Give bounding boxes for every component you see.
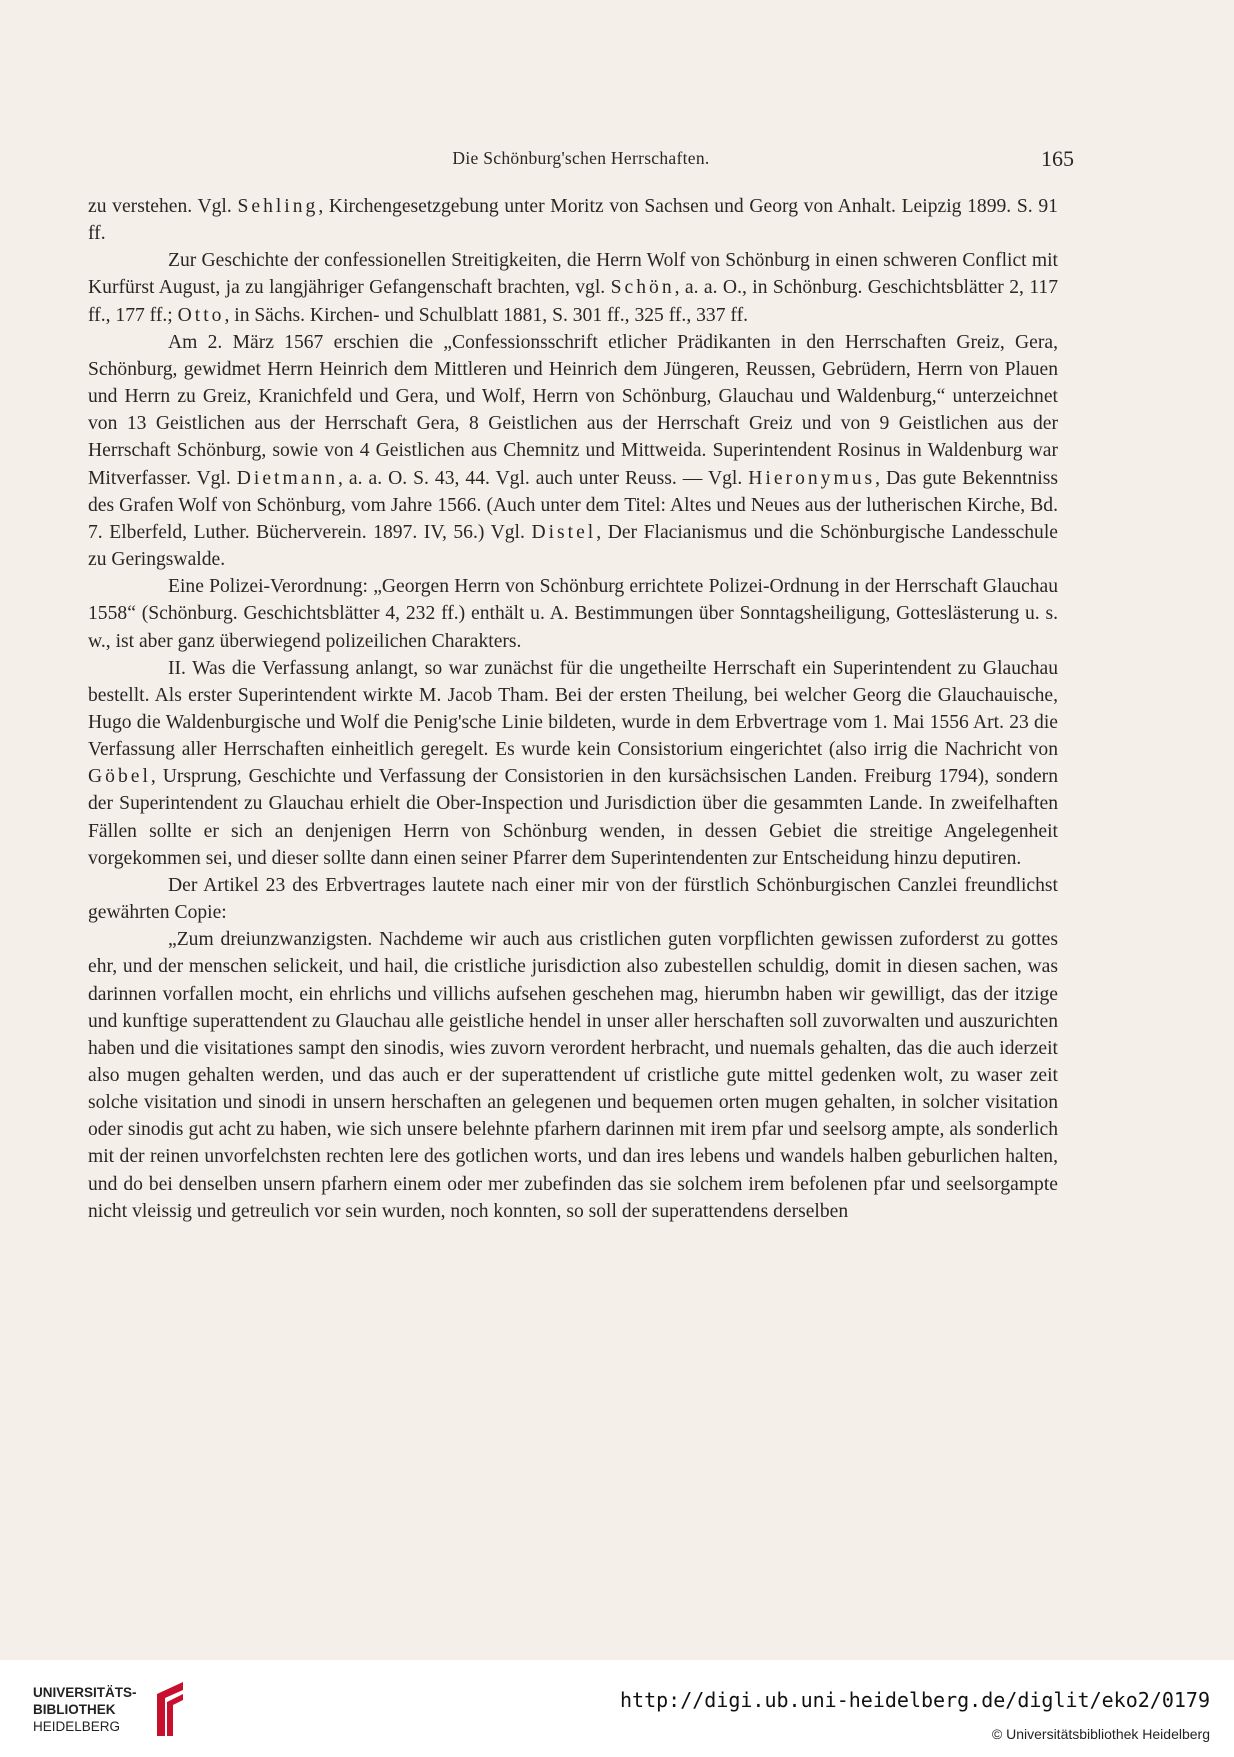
body-text xyxy=(88,193,1058,1225)
paragraph-7-quote: „Zum dreiunzwanzigsten. Nachdeme wir auch aus cristlichen guten vorpflichten gewissen zuforderst zu gottes ehr, und der menschen selickeit, und hail, die cristliche jurisdiction also zubestellen schuldig, domit in diesen sachen, was darinnen vorfallen mocht, ein ehrlichs und villichs aufsehen geschehen mag, hierumbn haben wir gewilligt, das der itzige und kunftige superattendent zu Glauchau alle geistliche hendel in unser aller herschaften soll zuvorwalten und auszurichten haben und die visitationes sampt den sinodis, wies zuvorn verordent herbracht, und nuemals gehalten, das die auch iderzeit also mugen gehalten werden, und das auch er der superattendent uf cristliche gute mittel gedenken wolt, zu waser zeit solche visitation und sinodi in unsern herschaften an gelegenen und bequemen orten mugen gehalten, in solcher visitation oder sinodis gut acht zu haben, wie sich unsere belehnte pfarhern darinnen mit irem pfar und seelsorg ampte, als sonderlich mit der reinen unvorfelchsten rechten lere des gotlichen worts, und dan ires lebens und wandels halben geburlichen halten, und do bei denselben unsern pfarhern einem oder mer zubefinden das sie solchem irem befolenen pfar und seelsorgampte nicht vleissig und getreulich vor sein wurden, noch konnten, so soll der superattendens derselben xyxy=(88,929,1058,1222)
paragraph-4: Eine Polizei-Verordnung: „Georgen Herrn von Schönburg errichtete Polizei-Ordnung in der Herrschaft Glauchau 1558“ (Schönburg. Geschichtsblätter 4, 232 ff.) enthält u. A. Bestimmungen über Sonntagsheiligung, Gotteslästerung u. s. w., ist aber ganz überwiegend polizeilichen Charakters. xyxy=(88,576,1058,652)
text-run: Zur Geschichte der confessionellen Streitigkeiten, die Herrn Wolf von Schönburg in einen schweren Conflict mit Kurfürst August, ja zu langjähriger Gefangenschaft brachten, vgl. xyxy=(88,250,1058,299)
logo-line-2: BIBLIOTHEK xyxy=(33,1702,116,1717)
paragraph-2 xyxy=(88,247,1058,328)
running-title: Die Schönburg'schen Herrschaften. xyxy=(452,148,710,168)
paragraph-6: Der Artikel 23 des Erbvertrages lautete nach einer mir von der fürstlich Schönburgischen Canzlei freundlichst gewährten Copie: xyxy=(88,874,1058,924)
author-name: Dietmann xyxy=(236,467,339,489)
text-run: , a. a. O., in Schönburg. Geschichtsblätter 2, 117 ff., 177 ff.; xyxy=(88,277,1058,326)
paragraph-5 xyxy=(88,655,1058,872)
text-run: zu verstehen. Vgl. xyxy=(88,196,238,217)
paragraph-1 xyxy=(88,193,1058,247)
text-run: , Das gute Bekenntniss des Grafen Wolf von Schönburg, vom Jahre 1566. (Auch unter dem Titel: Altes und Neues aus der lutherischen Kirche, Bd. 7. Elberfeld, Luther. Bücherverein. 1897. IV, 56.) Vgl. xyxy=(88,467,1058,543)
running-head xyxy=(88,148,1074,174)
library-footer xyxy=(0,1660,1234,1757)
text-run: , in Sächs. Kirchen- und Schulblatt 1881, S. 301 ff., 325 ff., 337 ff. xyxy=(224,304,749,326)
text-run: , Ursprung, Geschichte und Verfassung der Consistorien in den kursächsischen Landen. Freiburg 1794), sondern der Superintendent zu Glauchau erhielt die Ober-Inspection und Jurisdiction über die gesammten Lande. In zweifelhaften Fällen sollte er sich an denjenigen Herrn von Schönburg wenden, in dessen Gebiet die streitige Angelegenheit vorgekommen sei, und dieser sollte dann einen seiner Pfarrer dem Superintendenten zur Entscheidung hinzu deputiren. xyxy=(88,766,1058,869)
text-run: , Kirchengesetzgebung unter Moritz von Sachsen und Georg von Anhalt. Leipzig 1899. S. 91 ff. xyxy=(88,196,1058,245)
author-name: Göbel xyxy=(88,766,151,788)
library-emblem-icon xyxy=(153,1680,187,1738)
logo-text xyxy=(33,1684,143,1735)
logo-line-1: UNIVERSITÄTS- xyxy=(33,1685,137,1700)
footer-copyright: © Universitätsbibliothek Heidelberg xyxy=(991,1726,1210,1742)
text-run: II. Was die Verfassung anlangt, so war zunächst für die ungetheilte Herrschaft ein Superintendent zu Glauchau bestellt. Als erster Superintendent wirkte M. Jacob Tham. Bei der ersten Theilung, bei welcher Georg die Glauchauische, Hugo die Waldenburgische und Wolf die Penig'sche Linie bildeten, wurde in dem Erbvertrage vom 1. Mai 1556 Art. 23 die Verfassung aller Herrschaften einheitlich geregelt. Es wurde kein Consistorium eingerichtet (also irrig die Nachricht von xyxy=(88,657,1058,761)
author-name: Sehling xyxy=(237,196,319,217)
text-run: , Der Flacianismus und die Schönburgische Landesschule zu Geringswalde. xyxy=(88,521,1058,571)
author-name: Hieronymus xyxy=(748,467,876,489)
author-name: Schön xyxy=(610,277,675,299)
author-name: Distel xyxy=(531,521,597,543)
paragraph-3 xyxy=(88,329,1058,573)
library-logo[interactable] xyxy=(33,1680,173,1740)
text-run: , a. a. O. S. 43, 44. Vgl. auch unter Reuss. — Vgl. xyxy=(338,467,749,489)
logo-line-3: HEIDELBERG xyxy=(33,1719,121,1734)
footer-url-link[interactable]: http://digi.ub.uni-heidelberg.de/diglit/eko2/0179 xyxy=(619,1688,1210,1712)
author-name: Otto xyxy=(177,304,225,326)
page-number: 165 xyxy=(1041,146,1074,171)
text-run: Am 2. März 1567 erschien die „Confessionsschrift etlicher Prädikanten in den Herrschaften Greiz, Gera, Schönburg, gewidmet Herrn Heinrich dem Mittleren und Heinrich dem Jüngeren, Reussen, Gebrüdern, Herrn von Plauen und Herrn zu Greiz, Kranichfeld und Gera, und Wolf, Herrn von Schönburg, Glauchau und Waldenburg,“ unterzeichnet von 13 Geistlichen aus der Herrschaft Gera, 8 Geistlichen aus der Herrschaft Greiz und von 9 Geistlichen aus der Herrschaft Schönburg, sowie von 4 Geistlichen aus Chemnitz und Mittweida. Superintendent Rosinus in Waldenburg war Mitverfasser. Vgl. xyxy=(88,331,1058,489)
